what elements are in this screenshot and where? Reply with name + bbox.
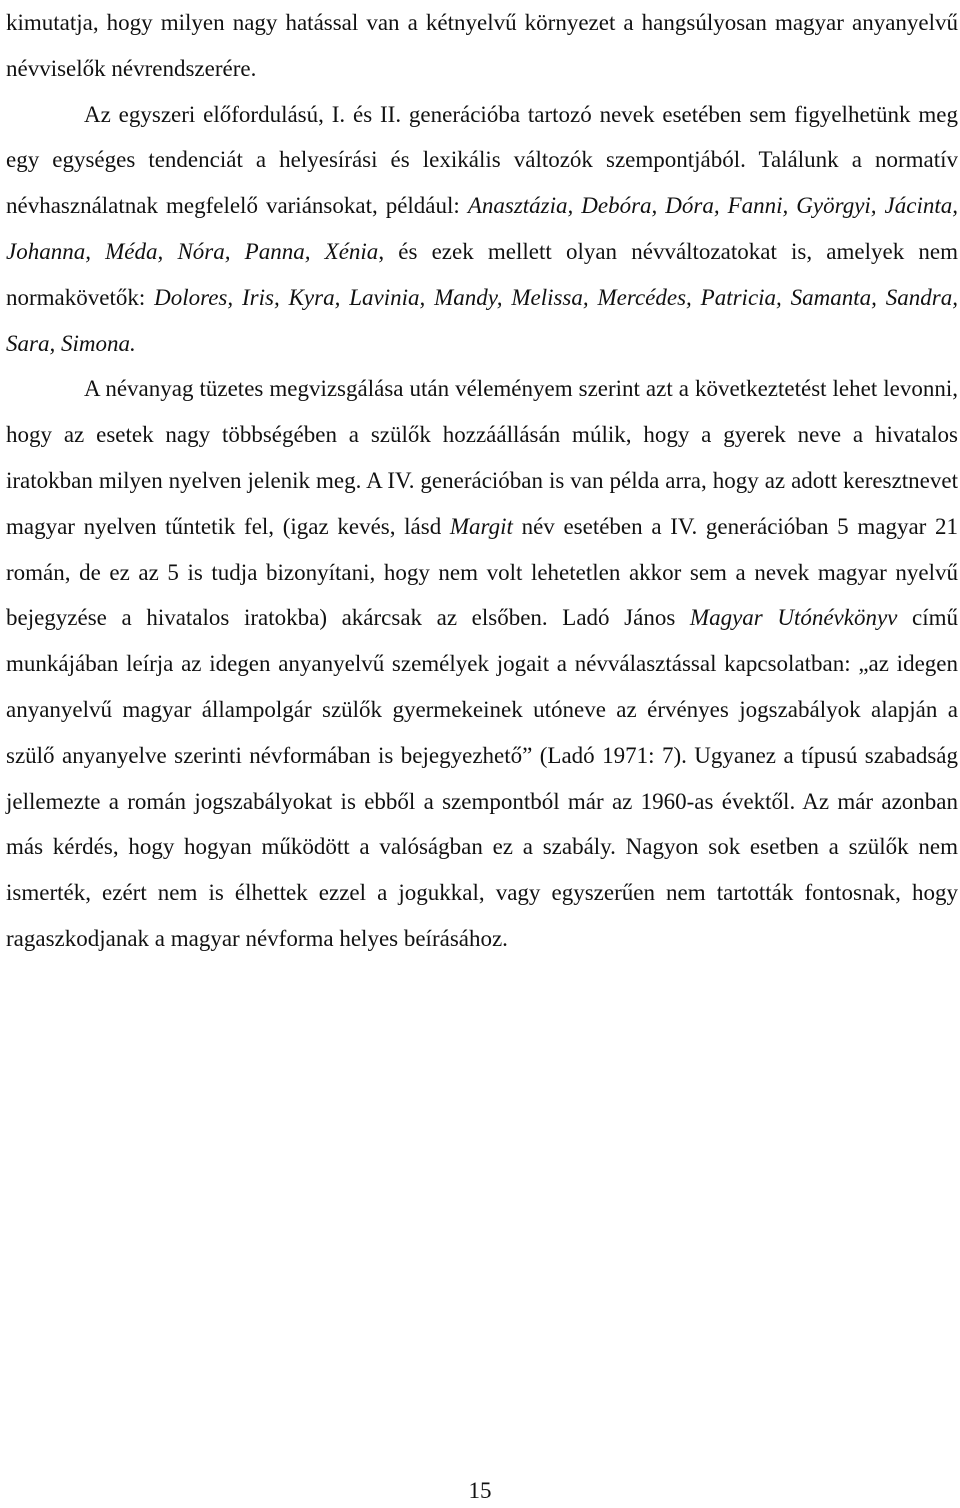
paragraph-3-run-1: A névanyag tüzetes megvizsgálása után véleményem szerint azt a következtetést lehet levonni, hogy az esetek nagy többségében a szülők hozzáállásán múlik, hogy a gyerek neve a hivatalos iratokban milyen nyelven jelenik meg. A IV. generációban is van példa arra, hogy az adott keresztnevet magyar nyelven tűntetik fel, (igaz kevés, lásd [6,376,958,539]
paragraph-2 [6,92,958,367]
paragraph-2-run-2: Anasztázia, Debóra, Dóra, Fanni, Györgyi, Jácinta, Johanna, Méda, Nóra, Panna, Xénia [6,193,958,264]
paragraph-2-run-1: Az egyszeri előfordulású, I. és II. generációba tartozó nevek esetében sem figyelhetünk meg egy egységes tendenciát a helyesírási és lexikális változók szempontjából. Találunk a normatív névhasználatnak megfelelő variánsokat, például: [6,101,958,219]
paragraph-3-run-2: Margit [449,513,513,539]
paragraph-2-run-3: , és ezek mellett olyan névváltozatokat is, amelyek nem normakövetők: [6,238,958,310]
paragraph-2-run-4: Dolores, Iris, Kyra, Lavinia, Mandy, Melissa, Mercédes, Patricia, Samanta, Sandra, Sara, Simona. [6,284,958,356]
paragraph-3-run-5: című munkájában leírja az idegen anyanyelvű személyek jogait a névválasztással kapcsolatban: „az idegen anyanyelvű magyar állampolgár szülők gyermekeinek utóneve az érvényes jogszabályok alapján a szülő anyanyelve szerinti névformában is bejegyezhető” (Ladó 1971: 7). Ugyanez a típusú szabadság jellemezte a román jogszabályokat is ebből a szempontból már az 1960-as évektől. Az már azonban más kérdés, hogy hogyan működött a valóságban ez a szabály. Nagyon sok esetben a szülők nem ismerték, ezért nem is élhettek ezzel a jogukkal, vagy egyszerűen nem tartották fontosnak, hogy ragaszkodjanak a magyar névforma helyes beírásához. [6,605,958,951]
paragraph-1 [6,0,958,92]
paragraph-3-run-3: név esetében a IV. generációban 5 magyar 21 román, de ez az 5 is tudja bizonyítani, hogy nem volt lehetetlen akkor sem a nevek magyar nyelvű bejegyzése a hivatalos iratokba) akárcsak az elsőben. Ladó János [6,513,958,631]
paragraph-3-run-4: Magyar Utónévkönyv [689,605,898,631]
document-page [6,0,958,962]
page-number: 15 [468,1478,492,1503]
paragraph-1-run-1: kimutatja, hogy milyen nagy hatással van a kétnyelvű környezet a hangsúlyosan magyar anyanyelvű névviselők névrendszerére. [6,10,958,81]
paragraph-3 [6,366,958,961]
